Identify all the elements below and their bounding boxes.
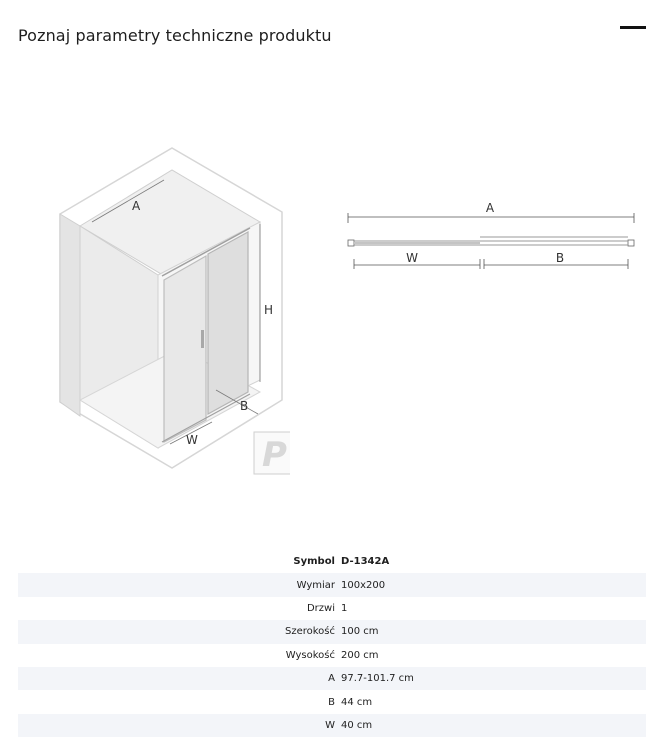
spec-value: 200 cm — [341, 649, 379, 661]
spec-key: Drzwi — [306, 602, 335, 614]
brand-logo — [254, 432, 290, 475]
iso-label-w: W — [186, 433, 198, 447]
spec-key: A — [18, 667, 341, 690]
spec-row — [18, 667, 646, 690]
shower-isometric-diagram — [40, 130, 290, 490]
spec-row — [18, 690, 646, 713]
spec-value: 97.7-101.7 cm — [341, 667, 646, 690]
shower-plan-diagram — [340, 195, 640, 285]
spec-key: Symbol — [293, 556, 335, 568]
spec-row — [18, 714, 646, 737]
spec-value: 40 cm — [341, 714, 646, 737]
section-title: Poznaj parametry techniczne produktu — [18, 26, 332, 45]
plan-label-a: A — [485, 201, 495, 215]
svg-text:P: P — [262, 435, 287, 475]
spec-table — [18, 550, 646, 737]
spec-row — [18, 620, 646, 643]
spec-row-symbol — [18, 550, 646, 573]
spec-key: Wymiar — [18, 573, 341, 596]
spec-value: 1 — [341, 602, 348, 614]
spec-key: Szerokość — [18, 620, 341, 643]
collapse-button[interactable] — [614, 18, 648, 38]
spec-row — [18, 573, 646, 596]
spec-value: D-1342A — [341, 556, 390, 568]
iso-label-h: H — [264, 303, 274, 317]
minus-icon — [620, 26, 646, 29]
spec-key: B — [328, 696, 335, 708]
iso-label-b: B — [240, 399, 249, 413]
spec-row — [18, 644, 646, 667]
spec-key: Wysokość — [285, 649, 335, 661]
spec-value: 44 cm — [341, 696, 373, 708]
spec-value: 100 cm — [341, 620, 646, 643]
plan-label-b: B — [555, 251, 565, 265]
spec-key: W — [18, 714, 341, 737]
plan-label-w: W — [406, 251, 418, 265]
spec-row — [18, 597, 646, 620]
spec-value: 100x200 — [341, 573, 646, 596]
iso-label-a: A — [132, 199, 141, 213]
